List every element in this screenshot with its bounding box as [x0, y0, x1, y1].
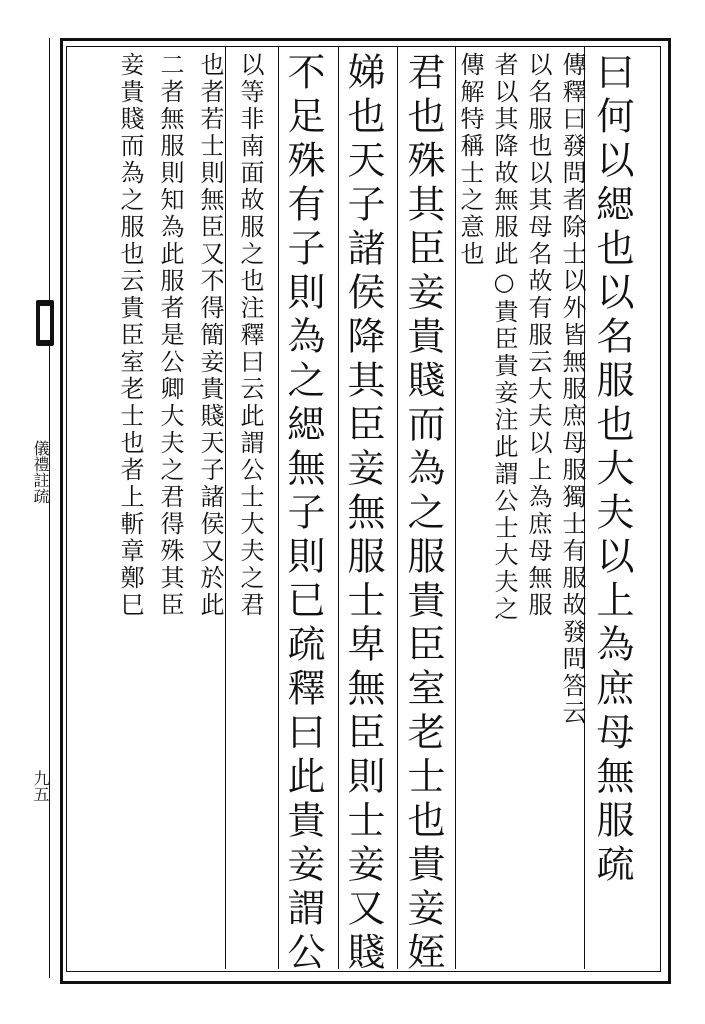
gutter-line	[49, 38, 50, 978]
text-column: 傳解特稱士之意也	[456, 52, 484, 268]
text-column: 以名服也以其母名故有服云大夫以上為庶母無服	[524, 52, 552, 619]
text-column: 不足殊有子則為之緦無子則已疏釋曰此貴妾謂公	[281, 52, 325, 976]
text-column: 曰何以緦也以名服也大夫以上為庶母無服疏	[590, 52, 634, 888]
text-column: 傳釋曰發問者除士以外皆無服庶母服獨士有服故發問答云	[558, 52, 586, 727]
text-column: 以等非南面故服之也注釋曰云此謂公士大夫之君	[236, 52, 264, 619]
text-column: 君也殊其臣妾貴賤而為之服貴臣室老士也貴妾姪	[401, 52, 445, 976]
margin-page-number: 九五	[31, 770, 50, 802]
text-column: 娣也天子諸侯降其臣妾無服士卑無臣則士妾又賤	[341, 52, 385, 976]
margin-book-title: 儀禮註疏	[31, 440, 50, 504]
text-column: 也者若士則無臣又不得簡妾貴賤天子諸侯又於此	[196, 52, 224, 619]
text-column: 妾貴賤而為之服也云貴臣室老士也者上斬章鄭巳	[116, 52, 144, 619]
text-column: 者以其降故無服此○貴臣貴妾注此謂公士大夫之	[490, 52, 518, 623]
text-column: 二者無服則知為此服者是公卿大夫之君得殊其臣	[156, 52, 184, 619]
fish-tail-mark-icon	[36, 300, 54, 346]
